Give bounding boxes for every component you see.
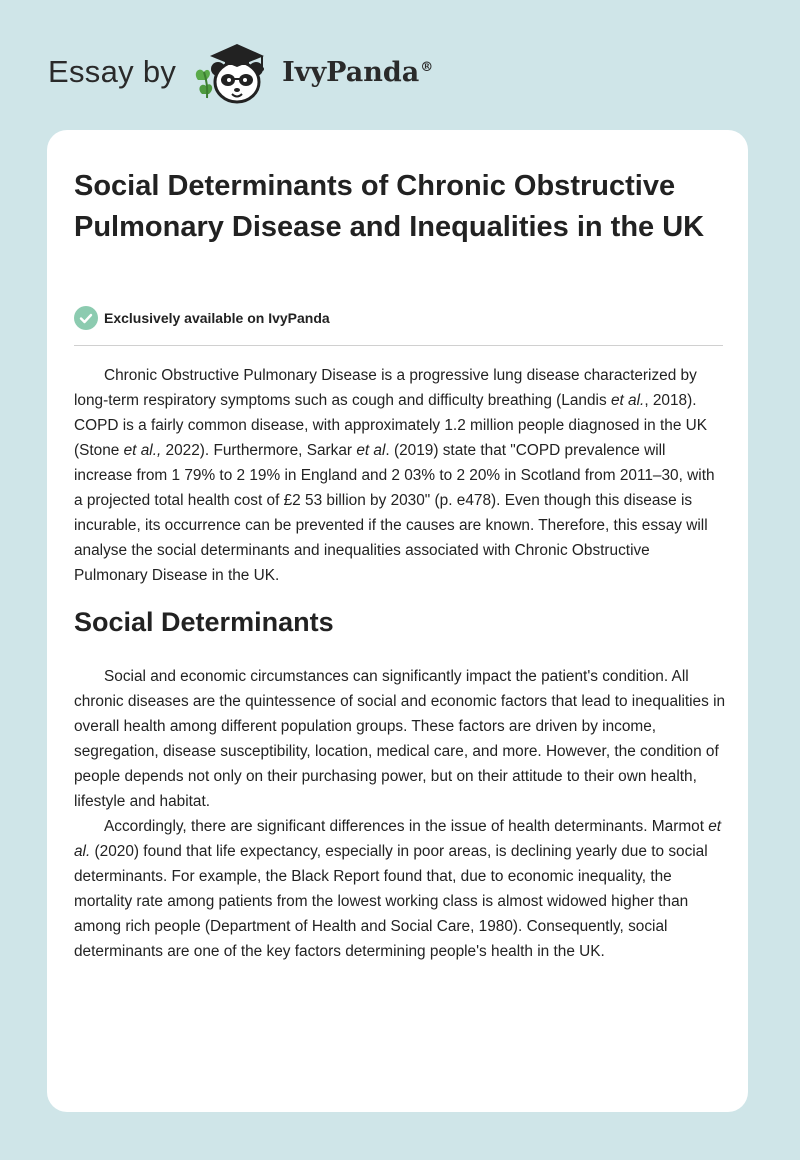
citation-italic: et al., [123,442,162,459]
check-circle-icon [74,306,98,330]
exclusive-badge-text: Exclusively available on IvyPanda [104,310,330,326]
site-header [48,36,433,108]
section-heading: Social Determinants [74,607,334,637]
essay-card [47,130,748,1112]
paragraph: Accordingly, there are significant differences in the issue of health determinants. Marmot et al. (2020) found that life expectancy, especially in poor areas, is declining yearly due to social determinants. For example, the Black Report found that, due to economic inequality, the mortality rate among patients from the lowest working class is almost widowed higher than among rich people (Department of Health and Social Care, 1980). Consequently, social determinants are one of the key factors determining people's health in the UK. [74,818,722,960]
citation-italic: et al [356,442,386,459]
panda-logo-icon[interactable] [192,36,280,108]
brand-name: IvyPanda® [282,56,434,88]
paragraph: Chronic Obstructive Pulmonary Disease is a progressive lung disease characterized by long-term respiratory symptoms such as cough and difficulty breathing (Landis et al., 2018). COPD is a fairly common disease, with approximately 1.2 million people diagnosed in the UK (Stone et al., 2022). Furthermore, Sarkar et al. (2019) state that "COPD prevalence will increase from 1 79% to 2 19% in England and 2 03% to 2 20% in Scotland from 2011–30, with a projected total health cost of £2 53 billion by 2030" (p. e478). Even though this disease is incurable, its occurrence can be prevented if the causes are known. Therefore, this essay will analyse the social determinants and inequalities associated with Chronic Obstructive Pulmonary Disease in the UK. [74,367,715,584]
registered-mark: ® [420,59,434,75]
citation-italic: et al. [74,818,722,860]
exclusive-badge [74,306,330,330]
divider [74,345,723,346]
citation-italic: et al. [610,392,645,409]
brand-prefix: Essay by [48,54,177,89]
essay-title: Social Determinants of Chronic Obstructive Pulmonary Disease and Inequalities in the UK [74,170,705,243]
paragraph: Social and economic circumstances can significantly impact the patient's condition. All chronic diseases are the quintessence of social and economic factors that lead to inequalities in overall health among different population groups. These factors are driven by income, segregation, disease susceptibility, location, medical care, and more. However, the condition of people depends not only on their purchasing power, but on their attitude to their own health, lifestyle and habitat. [74,668,726,810]
